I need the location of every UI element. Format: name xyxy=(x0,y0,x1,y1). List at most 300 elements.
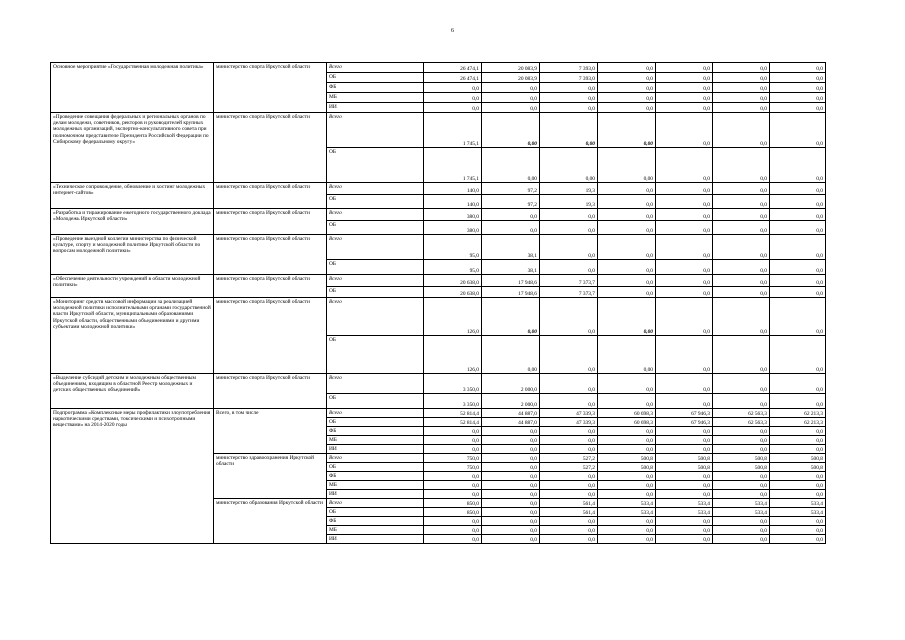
funding-source-cell: ОБ xyxy=(327,221,424,235)
amount-cell: 500,8 xyxy=(598,454,656,463)
executor-cell: министерство образования Иркутской области xyxy=(214,499,327,544)
amount-cell: 60 698,3 xyxy=(598,409,656,418)
amount-cell: 52 814,4 xyxy=(424,418,482,427)
amount-cell: 0,00 xyxy=(598,148,656,183)
amount-cell: 0,0 xyxy=(656,490,713,499)
amount-cell: 0,0 xyxy=(540,93,598,103)
amount-cell: 0,0 xyxy=(656,427,713,436)
amount-cell: 0,0 xyxy=(424,445,482,454)
amount-cell: 0,0 xyxy=(540,535,598,544)
amount-cell: 0,0 xyxy=(540,235,598,260)
amount-cell: 0,0 xyxy=(713,260,770,275)
amount-cell: 0,0 xyxy=(770,394,826,409)
funding-source-cell: ФБ xyxy=(327,83,424,93)
amount-cell: 0,0 xyxy=(770,298,826,336)
event-name-cell: Подпрограмма «Комплексные меры профилактики злоупотребления наркотическими средствами, токсическими и психотропными веществами» на 2014-2020 годы xyxy=(51,409,214,544)
amount-cell: 500,8 xyxy=(713,463,770,472)
amount-cell: 0,0 xyxy=(770,195,826,209)
amount-cell: 0,0 xyxy=(656,445,713,454)
amount-cell: 0,0 xyxy=(713,490,770,499)
amount-cell: 0,0 xyxy=(424,517,482,526)
amount-cell: 0,0 xyxy=(713,298,770,336)
amount-cell: 3 350,0 xyxy=(424,374,482,394)
budget-table xyxy=(50,62,826,544)
amount-cell: 17 948,6 xyxy=(482,287,540,298)
amount-cell: 0,0 xyxy=(770,336,826,374)
funding-source-cell: ИИ xyxy=(327,535,424,544)
funding-source-cell: ОБ xyxy=(327,336,424,374)
amount-cell: 0,0 xyxy=(598,445,656,454)
amount-cell: 0,00 xyxy=(598,336,656,374)
table-row xyxy=(51,113,826,148)
amount-cell: 0,0 xyxy=(540,209,598,221)
amount-cell: 97,2 xyxy=(482,195,540,209)
amount-cell: 0,00 xyxy=(540,148,598,183)
amount-cell: 750,0 xyxy=(424,454,482,463)
amount-cell: 0,0 xyxy=(656,183,713,195)
amount-cell: 0,0 xyxy=(656,298,713,336)
amount-cell: 0,0 xyxy=(656,195,713,209)
amount-cell: 0,0 xyxy=(424,490,482,499)
amount-cell: 0,0 xyxy=(770,490,826,499)
table-row xyxy=(51,409,826,418)
amount-cell: 0,0 xyxy=(482,499,540,508)
amount-cell: 62 213,3 xyxy=(770,409,826,418)
amount-cell: 0,0 xyxy=(656,221,713,235)
amount-cell: 0,0 xyxy=(713,103,770,113)
amount-cell: 850,0 xyxy=(424,499,482,508)
event-name-cell: Основное мероприятие «Государственная молодежная политика» xyxy=(51,63,214,113)
amount-cell: 62 563,3 xyxy=(713,418,770,427)
amount-cell: 67 946,3 xyxy=(656,409,713,418)
amount-cell: 95,0 xyxy=(424,260,482,275)
amount-cell: 0,0 xyxy=(598,63,656,73)
amount-cell: 17 948,6 xyxy=(482,275,540,287)
table-row xyxy=(51,374,826,394)
funding-source-cell: ИИ xyxy=(327,445,424,454)
amount-cell: 0,0 xyxy=(770,526,826,535)
funding-source-cell: ОБ xyxy=(327,287,424,298)
amount-cell: 0,00 xyxy=(598,298,656,336)
funding-source-cell: ФБ xyxy=(327,472,424,481)
amount-cell: 0,00 xyxy=(482,113,540,148)
amount-cell: 20 083,9 xyxy=(482,63,540,73)
funding-source-cell: МБ xyxy=(327,481,424,490)
amount-cell: 0,0 xyxy=(598,183,656,195)
amount-cell: 38,1 xyxy=(482,260,540,275)
amount-cell: 67 946,3 xyxy=(656,418,713,427)
event-name-cell: «Техническое сопровождение, обновление и хостинг молодежных интернет-сайтов» xyxy=(51,183,214,209)
executor-cell: министерство спорта Иркутской области xyxy=(214,209,327,235)
amount-cell: 0,0 xyxy=(656,73,713,83)
amount-cell: 0,0 xyxy=(482,508,540,517)
amount-cell: 26 474,1 xyxy=(424,63,482,73)
amount-cell: 0,0 xyxy=(656,148,713,183)
amount-cell: 533,4 xyxy=(598,499,656,508)
amount-cell: 0,0 xyxy=(598,235,656,260)
amount-cell: 527,2 xyxy=(540,463,598,472)
amount-cell: 0,0 xyxy=(770,148,826,183)
amount-cell: 20 083,9 xyxy=(482,73,540,83)
amount-cell: 0,0 xyxy=(770,472,826,481)
amount-cell: 126,0 xyxy=(424,298,482,336)
amount-cell: 0,0 xyxy=(540,427,598,436)
amount-cell: 0,0 xyxy=(598,490,656,499)
amount-cell: 0,0 xyxy=(656,83,713,93)
funding-source-cell: Всего xyxy=(327,374,424,394)
amount-cell: 500,8 xyxy=(770,463,826,472)
executor-cell: министерство здравоохранения Иркутской области xyxy=(214,454,327,499)
amount-cell: 0,0 xyxy=(482,445,540,454)
amount-cell: 500,8 xyxy=(656,454,713,463)
amount-cell: 0,0 xyxy=(656,517,713,526)
funding-source-cell: ИИ xyxy=(327,490,424,499)
amount-cell: 0,0 xyxy=(598,275,656,287)
amount-cell: 0,0 xyxy=(598,103,656,113)
amount-cell: 0,0 xyxy=(713,209,770,221)
amount-cell: 7 373,7 xyxy=(540,275,598,287)
amount-cell: 0,0 xyxy=(770,427,826,436)
amount-cell: 0,0 xyxy=(713,336,770,374)
amount-cell: 0,0 xyxy=(713,83,770,93)
amount-cell: 7 373,7 xyxy=(540,287,598,298)
amount-cell: 0,0 xyxy=(598,517,656,526)
amount-cell: 0,0 xyxy=(656,526,713,535)
funding-source-cell: ОБ xyxy=(327,195,424,209)
amount-cell: 0,0 xyxy=(424,83,482,93)
amount-cell: 2 000,0 xyxy=(482,394,540,409)
amount-cell: 0,0 xyxy=(482,221,540,235)
table-row xyxy=(51,235,826,260)
amount-cell: 0,0 xyxy=(598,73,656,83)
amount-cell: 0,0 xyxy=(540,103,598,113)
executor-cell: министерство спорта Иркутской области xyxy=(214,374,327,409)
amount-cell: 0,0 xyxy=(656,103,713,113)
amount-cell: 19,3 xyxy=(540,195,598,209)
amount-cell: 0,0 xyxy=(482,481,540,490)
table-row xyxy=(51,275,826,287)
amount-cell: 0,0 xyxy=(598,287,656,298)
amount-cell: 850,0 xyxy=(424,508,482,517)
funding-source-cell: Всего xyxy=(327,454,424,463)
amount-cell: 0,0 xyxy=(656,93,713,103)
amount-cell: 0,0 xyxy=(656,394,713,409)
amount-cell: 0,0 xyxy=(770,221,826,235)
amount-cell: 0,0 xyxy=(540,526,598,535)
amount-cell: 0,0 xyxy=(598,394,656,409)
event-name-cell: «Проведение совещания федеральных и региональных органов по делам молодежи, советников, ректоров и руководителей крупных молодежных организаций, экспертно-консультативного совета при полномочном представителе Президента Российской Федерации по Сибирскому федеральному округу» xyxy=(51,113,214,183)
amount-cell: 0,0 xyxy=(656,436,713,445)
amount-cell: 0,0 xyxy=(482,526,540,535)
table-row xyxy=(51,209,826,221)
amount-cell: 47 339,3 xyxy=(540,418,598,427)
amount-cell: 0,0 xyxy=(482,463,540,472)
amount-cell: 0,0 xyxy=(540,394,598,409)
amount-cell: 0,0 xyxy=(713,93,770,103)
amount-cell: 0,00 xyxy=(482,148,540,183)
amount-cell: 0,0 xyxy=(482,454,540,463)
amount-cell: 26 474,1 xyxy=(424,73,482,83)
amount-cell: 0,0 xyxy=(482,535,540,544)
amount-cell: 0,0 xyxy=(540,221,598,235)
funding-source-cell: Всего xyxy=(327,298,424,336)
amount-cell: 0,0 xyxy=(713,235,770,260)
amount-cell: 20 638,0 xyxy=(424,287,482,298)
amount-cell: 0,0 xyxy=(482,103,540,113)
amount-cell: 0,0 xyxy=(540,472,598,481)
amount-cell: 0,0 xyxy=(424,93,482,103)
amount-cell: 0,0 xyxy=(713,445,770,454)
amount-cell: 0,0 xyxy=(540,336,598,374)
amount-cell: 0,0 xyxy=(770,183,826,195)
amount-cell: 533,4 xyxy=(598,508,656,517)
amount-cell: 0,0 xyxy=(713,427,770,436)
amount-cell: 0,0 xyxy=(482,93,540,103)
amount-cell: 0,0 xyxy=(713,526,770,535)
executor-cell: министерство спорта Иркутской области xyxy=(214,235,327,275)
amount-cell: 0,00 xyxy=(482,298,540,336)
amount-cell: 0,0 xyxy=(540,436,598,445)
funding-source-cell: Всего xyxy=(327,113,424,148)
event-name-cell: «Разработка и тиражирование ежегодного государственного доклада «Молодежь Иркутской области» xyxy=(51,209,214,235)
funding-source-cell: ОБ xyxy=(327,260,424,275)
amount-cell: 0,0 xyxy=(770,260,826,275)
amount-cell: 126,0 xyxy=(424,336,482,374)
amount-cell: 0,0 xyxy=(540,481,598,490)
amount-cell: 95,0 xyxy=(424,235,482,260)
amount-cell: 0,0 xyxy=(770,445,826,454)
amount-cell: 500,8 xyxy=(598,463,656,472)
amount-cell: 0,0 xyxy=(424,535,482,544)
funding-source-cell: МБ xyxy=(327,526,424,535)
amount-cell: 533,4 xyxy=(770,499,826,508)
amount-cell: 0,0 xyxy=(424,436,482,445)
amount-cell: 20 638,0 xyxy=(424,275,482,287)
amount-cell: 0,0 xyxy=(540,298,598,336)
amount-cell: 0,0 xyxy=(770,209,826,221)
amount-cell: 1 745,1 xyxy=(424,113,482,148)
funding-source-cell: Всего xyxy=(327,499,424,508)
amount-cell: 0,0 xyxy=(424,472,482,481)
amount-cell: 0,0 xyxy=(598,83,656,93)
funding-source-cell: ОБ xyxy=(327,394,424,409)
table-row xyxy=(51,183,826,195)
amount-cell: 0,0 xyxy=(656,113,713,148)
event-name-cell: «Выделение субсидий детским и молодежным общественным объединениям, входящим в областной Реестр молодежных и детских общественных объединений» xyxy=(51,374,214,409)
table-row xyxy=(51,298,826,336)
amount-cell: 0,0 xyxy=(598,436,656,445)
amount-cell: 0,0 xyxy=(770,113,826,148)
funding-source-cell: МБ xyxy=(327,436,424,445)
amount-cell: 0,0 xyxy=(598,221,656,235)
amount-cell: 0,0 xyxy=(713,73,770,83)
amount-cell: 533,4 xyxy=(656,499,713,508)
funding-source-cell: Всего xyxy=(327,63,424,73)
executor-cell: министерство спорта Иркутской области xyxy=(214,113,327,183)
amount-cell: 0,0 xyxy=(540,260,598,275)
funding-source-cell: ОБ xyxy=(327,73,424,83)
amount-cell: 561,4 xyxy=(540,499,598,508)
funding-source-cell: Всего xyxy=(327,209,424,221)
executor-cell: Всего, в том числе xyxy=(214,409,327,454)
table-row xyxy=(51,63,826,73)
amount-cell: 0,0 xyxy=(713,287,770,298)
amount-cell: 0,0 xyxy=(598,195,656,209)
amount-cell: 0,0 xyxy=(424,481,482,490)
amount-cell: 0,0 xyxy=(713,374,770,394)
amount-cell: 0,0 xyxy=(770,63,826,73)
amount-cell: 62 213,3 xyxy=(770,418,826,427)
amount-cell: 0,0 xyxy=(598,427,656,436)
amount-cell: 533,4 xyxy=(713,499,770,508)
amount-cell: 0,0 xyxy=(598,374,656,394)
amount-cell: 0,0 xyxy=(482,517,540,526)
amount-cell: 0,0 xyxy=(656,535,713,544)
amount-cell: 0,00 xyxy=(540,113,598,148)
amount-cell: 0,0 xyxy=(770,83,826,93)
funding-source-cell: ИИ xyxy=(327,103,424,113)
amount-cell: 380,0 xyxy=(424,221,482,235)
amount-cell: 500,8 xyxy=(770,454,826,463)
amount-cell: 500,8 xyxy=(656,463,713,472)
amount-cell: 0,0 xyxy=(656,209,713,221)
amount-cell: 533,4 xyxy=(713,508,770,517)
funding-source-cell: Всего xyxy=(327,183,424,195)
amount-cell: 0,0 xyxy=(598,481,656,490)
amount-cell: 140,0 xyxy=(424,183,482,195)
amount-cell: 0,0 xyxy=(770,93,826,103)
amount-cell: 500,8 xyxy=(713,454,770,463)
amount-cell: 0,0 xyxy=(713,394,770,409)
amount-cell: 38,1 xyxy=(482,235,540,260)
amount-cell: 0,0 xyxy=(482,83,540,93)
amount-cell: 0,0 xyxy=(713,113,770,148)
executor-cell: министерство спорта Иркутской области xyxy=(214,63,327,113)
funding-source-cell: Всего xyxy=(327,275,424,287)
amount-cell: 0,0 xyxy=(770,374,826,394)
executor-cell: министерство спорта Иркутской области xyxy=(214,183,327,209)
amount-cell: 0,0 xyxy=(770,517,826,526)
funding-source-cell: ОБ xyxy=(327,463,424,472)
amount-cell: 0,0 xyxy=(770,535,826,544)
amount-cell: 1 745,1 xyxy=(424,148,482,183)
amount-cell: 0,0 xyxy=(713,195,770,209)
amount-cell: 60 698,3 xyxy=(598,418,656,427)
amount-cell: 533,4 xyxy=(770,508,826,517)
amount-cell: 0,0 xyxy=(598,526,656,535)
amount-cell: 0,0 xyxy=(656,374,713,394)
amount-cell: 0,0 xyxy=(598,209,656,221)
amount-cell: 0,0 xyxy=(713,63,770,73)
amount-cell: 0,0 xyxy=(656,481,713,490)
amount-cell: 2 000,0 xyxy=(482,374,540,394)
amount-cell: 0,0 xyxy=(540,517,598,526)
amount-cell: 44 887,0 xyxy=(482,418,540,427)
amount-cell: 0,0 xyxy=(713,275,770,287)
amount-cell: 0,0 xyxy=(770,103,826,113)
funding-source-cell: ФБ xyxy=(327,517,424,526)
amount-cell: 0,0 xyxy=(482,490,540,499)
amount-cell: 0,0 xyxy=(482,472,540,481)
amount-cell: 0,00 xyxy=(482,336,540,374)
amount-cell: 0,0 xyxy=(713,535,770,544)
amount-cell: 0,0 xyxy=(482,436,540,445)
amount-cell: 140,0 xyxy=(424,195,482,209)
amount-cell: 19,3 xyxy=(540,183,598,195)
event-name-cell: «Обеспечение деятельности учреждений в области молодежной политики» xyxy=(51,275,214,298)
amount-cell: 62 563,3 xyxy=(713,409,770,418)
funding-source-cell: ОБ xyxy=(327,418,424,427)
amount-cell: 0,0 xyxy=(656,287,713,298)
amount-cell: 0,0 xyxy=(424,103,482,113)
amount-cell: 0,0 xyxy=(598,535,656,544)
amount-cell: 7 393,0 xyxy=(540,63,598,73)
amount-cell: 0,0 xyxy=(713,481,770,490)
funding-source-cell: МБ xyxy=(327,93,424,103)
amount-cell: 0,0 xyxy=(770,481,826,490)
amount-cell: 0,0 xyxy=(540,445,598,454)
amount-cell: 47 339,3 xyxy=(540,409,598,418)
amount-cell: 44 887,0 xyxy=(482,409,540,418)
amount-cell: 0,0 xyxy=(598,93,656,103)
funding-source-cell: ОБ xyxy=(327,148,424,183)
amount-cell: 0,0 xyxy=(713,148,770,183)
amount-cell: 0,0 xyxy=(770,275,826,287)
amount-cell: 0,0 xyxy=(770,287,826,298)
amount-cell: 7 393,0 xyxy=(540,73,598,83)
funding-source-cell: Всего xyxy=(327,409,424,418)
amount-cell: 0,0 xyxy=(656,260,713,275)
page-number: 6 xyxy=(451,28,454,34)
amount-cell: 0,0 xyxy=(713,517,770,526)
amount-cell: 0,0 xyxy=(713,183,770,195)
amount-cell: 0,0 xyxy=(424,526,482,535)
amount-cell: 97,2 xyxy=(482,183,540,195)
amount-cell: 0,0 xyxy=(713,472,770,481)
amount-cell: 561,4 xyxy=(540,508,598,517)
amount-cell: 0,0 xyxy=(656,275,713,287)
amount-cell: 0,0 xyxy=(770,235,826,260)
amount-cell: 533,4 xyxy=(656,508,713,517)
amount-cell: 52 814,4 xyxy=(424,409,482,418)
amount-cell: 0,00 xyxy=(598,113,656,148)
amount-cell: 0,0 xyxy=(482,209,540,221)
amount-cell: 0,0 xyxy=(656,235,713,260)
amount-cell: 0,0 xyxy=(540,83,598,93)
executor-cell: министерство спорта Иркутской области xyxy=(214,298,327,374)
amount-cell: 380,0 xyxy=(424,209,482,221)
amount-cell: 0,0 xyxy=(770,73,826,83)
amount-cell: 0,0 xyxy=(424,427,482,436)
amount-cell: 3 350,0 xyxy=(424,394,482,409)
funding-source-cell: ФБ xyxy=(327,427,424,436)
funding-source-cell: ОБ xyxy=(327,508,424,517)
amount-cell: 0,0 xyxy=(656,472,713,481)
amount-cell: 0,0 xyxy=(598,472,656,481)
amount-cell: 0,0 xyxy=(713,436,770,445)
amount-cell: 527,2 xyxy=(540,454,598,463)
amount-cell: 0,0 xyxy=(656,336,713,374)
amount-cell: 0,0 xyxy=(540,490,598,499)
amount-cell: 750,0 xyxy=(424,463,482,472)
amount-cell: 0,0 xyxy=(598,260,656,275)
amount-cell: 0,0 xyxy=(713,221,770,235)
event-name-cell: «Проведение выездной коллегии министерства по физической культуре, спорту и молодежной политике Иркутской области по вопросам молодежной политики» xyxy=(51,235,214,275)
amount-cell: 0,0 xyxy=(770,436,826,445)
amount-cell: 0,0 xyxy=(656,63,713,73)
amount-cell: 0,0 xyxy=(482,427,540,436)
funding-source-cell: Всего xyxy=(327,235,424,260)
